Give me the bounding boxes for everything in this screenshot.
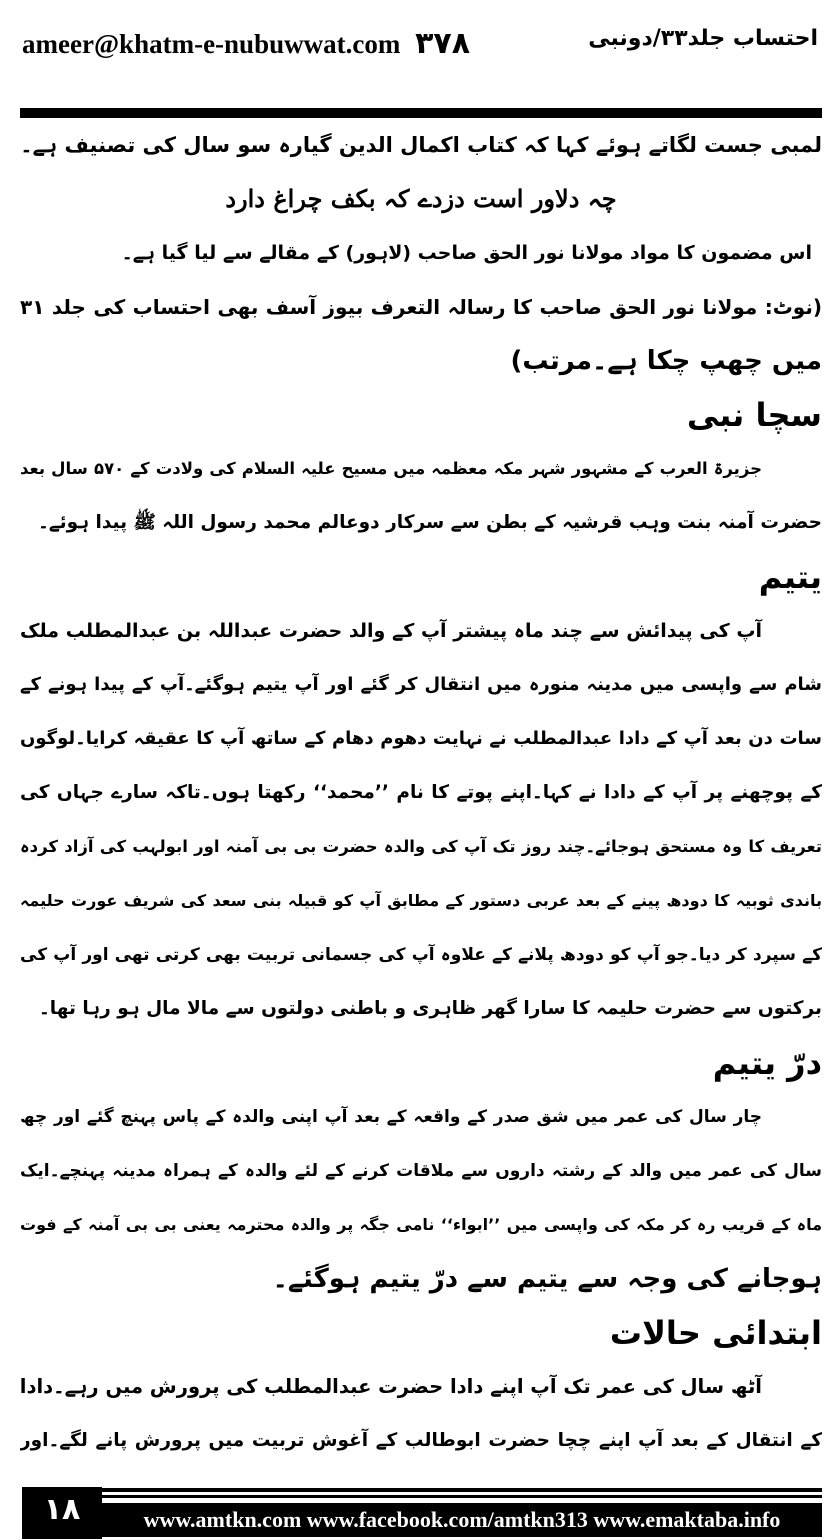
paragraph-line: ماہ کے قریب رہ کر مکہ کی واپسی میں ’’ابواء‘‘ نامی جگہ پر والدہ محترمہ یعنی بی بی آمنہ کے فوت: [20, 1215, 822, 1234]
editor-note-line: میں چھپ چکا ہے۔مرتب): [510, 346, 822, 376]
header-email-page: [22, 26, 470, 61]
persian-verse: چہ دلاور است دزدے کہ بکف چراغ دارد: [225, 184, 617, 213]
footer-rule: [102, 1495, 822, 1498]
page-body: [20, 118, 822, 1468]
paragraph-line: تعریف کا وہ مستحق ہوجائے۔چند روز تک آپ کی والدہ حضرت بی بی آمنہ اور ابولہب کی آزاد کردہ: [20, 837, 822, 856]
section-heading: ابتدائی حالات: [609, 1314, 822, 1352]
paragraph-line: برکتوں سے حضرت حلیمہ کا سارا گھر ظاہری و باطنی دولتوں سے مالا مال ہو رہا تھا۔: [38, 998, 822, 1019]
paragraph-line: حضرت آمنہ بنت وہب قرشیہ کے بطن سے سرکار دوعالم محمد رسول اللہ ﷺ پیدا ہوئے۔: [38, 512, 822, 533]
header-email: ameer@khatm-e-nubuwwat.com: [22, 29, 401, 59]
header-rule: [20, 108, 822, 118]
section-heading: درّ یتیم: [712, 1044, 822, 1082]
section-heading: یتیم: [758, 558, 822, 596]
paragraph-line: باندی ثوبیہ کا دودھ پینے کے بعد عربی دستور کے مطابق آپ کو قبیلہ بنی سعد کی شریف عورت حلیمہ: [20, 891, 822, 910]
source-note: اس مضمون کا مواد مولانا نور الحق صاحب (لاہور) کے مقالے سے لیا گیا ہے۔: [121, 242, 812, 264]
paragraph-line: ہوجانے کی وجہ سے یتیم سے درّ یتیم ہوگئے۔: [272, 1264, 822, 1294]
paragraph-line: سال کی عمر میں والد کے رشتہ داروں سے ملاقات کرنے کے لئے والدہ کے ہمراہ مدینہ پہنچے۔ایک: [20, 1161, 822, 1181]
header-page-number: ۳۷۸: [415, 26, 471, 61]
header-book-title: احتساب جلد۳۳/دونبی: [588, 26, 818, 51]
footer-page-number: ۱۸: [22, 1487, 102, 1539]
paragraph-line: آٹھ سال کی عمر تک آپ اپنے دادا حضرت عبدالمطلب کی پرورش میں رہے۔دادا: [20, 1375, 762, 1398]
section-heading: سچا نبی: [686, 396, 822, 434]
paragraph-line: کے سپرد کر دیا۔جو آپ کو دودھ پلانے کے علاوہ آپ کی جسمانی تربیت بھی کرتی تھی اور آپ کی: [20, 945, 822, 965]
paragraph-line: شام سے واپسی میں مدینہ منورہ میں انتقال کر گئے اور آپ یتیم ہوگئے۔آپ کے پیدا ہونے کے: [20, 674, 822, 695]
paragraph-line: کے پوچھنے پر آپ کے دادا نے کہا۔اپنے پوتے کا نام ’’محمد‘‘ رکھتا ہوں۔تاکہ سارے جہاں کی: [20, 782, 822, 803]
paragraph-line: جزیرۃ العرب کے مشہور شہر مکہ معظمہ میں مسیح علیہ السلام کی ولادت کے ۵۷۰ سال بعد: [20, 459, 762, 478]
editor-note-line: (نوٹ: مولانا نور الحق صاحب کا رسالہ التعرف بیوز آسف بھی احتساب کی جلد ۳۱: [20, 295, 822, 319]
footer-links: www.amtkn.com www.facebook.com/amtkn313 www.emaktaba.info: [102, 1503, 822, 1537]
paragraph-line: کے انتقال کے بعد آپ اپنے چچا حضرت ابوطالب کے آغوش تربیت میں پرورش پانے لگے۔اور: [20, 1430, 822, 1451]
paragraph-line: چار سال کی عمر میں شق صدر کے واقعہ کے بعد آپ اپنی والدہ کے پاس پہنچ گئے اور چھ: [20, 1107, 762, 1127]
footer-rule: [102, 1488, 822, 1492]
intro-line: لمبی جست لگاتے ہوئے کہا کہ کتاب اکمال الدین گیارہ سو سال کی تصنیف ہے۔: [20, 133, 822, 157]
paragraph-line: آپ کی پیدائش سے چند ماہ پیشتر آپ کے والد حضرت عبداللہ بن عبدالمطلب ملک: [20, 620, 762, 642]
paragraph-line: سات دن بعد آپ کے دادا عبدالمطلب نے نہایت دھوم دھام کے ساتھ آپ کا عقیقہ کرایا۔لوگوں: [20, 728, 822, 749]
